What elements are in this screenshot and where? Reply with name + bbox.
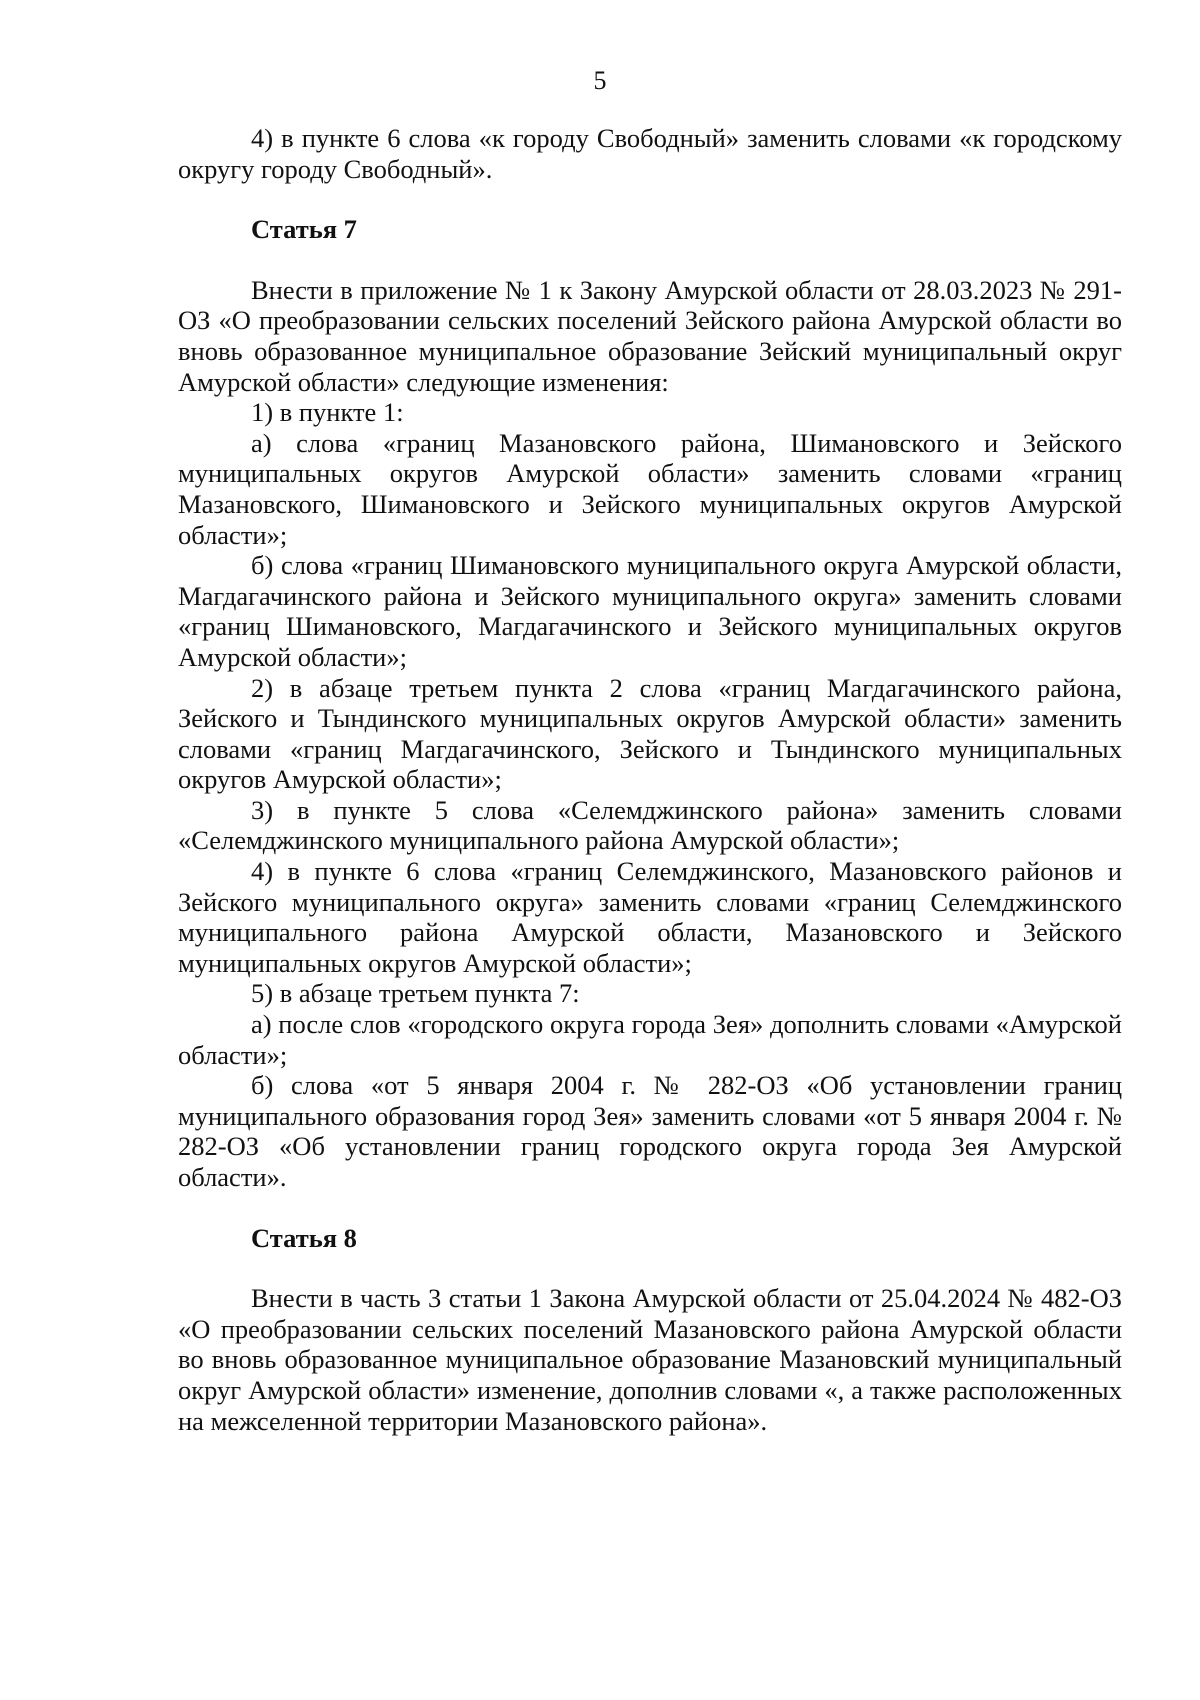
paragraph: а) после слов «городского округа города Зея» дополнить словами «Амурской области»; [178, 1009, 1122, 1070]
article-7-heading: Статья 7 [251, 214, 357, 245]
paragraph: 4) в пункте 6 слова «к городу Свободный» заменить словами «к городскому округу городу Свободный». [178, 123, 1122, 184]
article-7-body [178, 275, 1122, 1193]
paragraph: 2) в абзаце третьем пункта 2 слова «границ Магдагачинского района, Зейского и Тындинского муниципальных округов Амурской области» заменить словами «границ Магдагачинского, Зейского и Тындинского муниципальных округов Амурской области»; [178, 672, 1122, 795]
paragraph: 1) в пункте 1: [251, 397, 404, 428]
paragraph: а) слова «границ Мазановского района, Шимановского и Зейского муниципальных округов Амурской области» заменить словами «границ Мазановского, Шимановского и Зейского муниципальных округов Амурской области»; [178, 427, 1122, 550]
paragraph: б) слова «границ Шимановского муниципального округа Амурской области, Магдагачинского района и Зейского муниципального округа» заменить словами «границ Шимановского, Магдагачинского и Зейского муниципальных округов Амурской области»; [178, 550, 1122, 672]
article-8-body [178, 1283, 1122, 1436]
paragraph: 4) в пункте 6 слова «границ Селемджинского, Мазановского районов и Зейского муниципального округа» заменить словами «границ Селемджинского муниципального района Амурской области, Мазановского и Зейского муниципальных округов Амурской области»; [178, 856, 1122, 978]
paragraph: Внести в приложение № 1 к Закону Амурской области от 28.03.2023 № 291-ОЗ «О преобразовании сельских поселений Зейского района Амурской области во вновь образованное муниципальное образование Зейский муниципальный округ Амурской области» следующие изменения: [178, 274, 1122, 397]
paragraph: б) слова «от 5 января 2004 г. № 282-ОЗ «Об установлении границ муниципального образования город Зея» заменить словами «от 5 января 2004 г. № 282-ОЗ «Об установлении границ городского округа города Зея Амурской области». [178, 1070, 1122, 1192]
article-8-heading: Статья 8 [251, 1222, 357, 1253]
paragraph: 5) в абзаце третьем пункта 7: [251, 978, 580, 1009]
paragraph: 3) в пункте 5 слова «Селемджинского района» заменить словами «Селемджинского муниципального района Амурской области»; [178, 794, 1122, 856]
page-number: 5 [593, 66, 607, 95]
document-body [178, 123, 1122, 1436]
paragraph: Внести в часть 3 статьи 1 Закона Амурской области от 25.04.2024 № 482-ОЗ «О преобразовании сельских поселений Мазановского района Амурской области во вновь образованное муниципальное образование Мазановский муниципальный округ Амурской области» изменение, дополнив словами «, а также расположенных на межселенной территории Мазановского района». [178, 1283, 1122, 1436]
